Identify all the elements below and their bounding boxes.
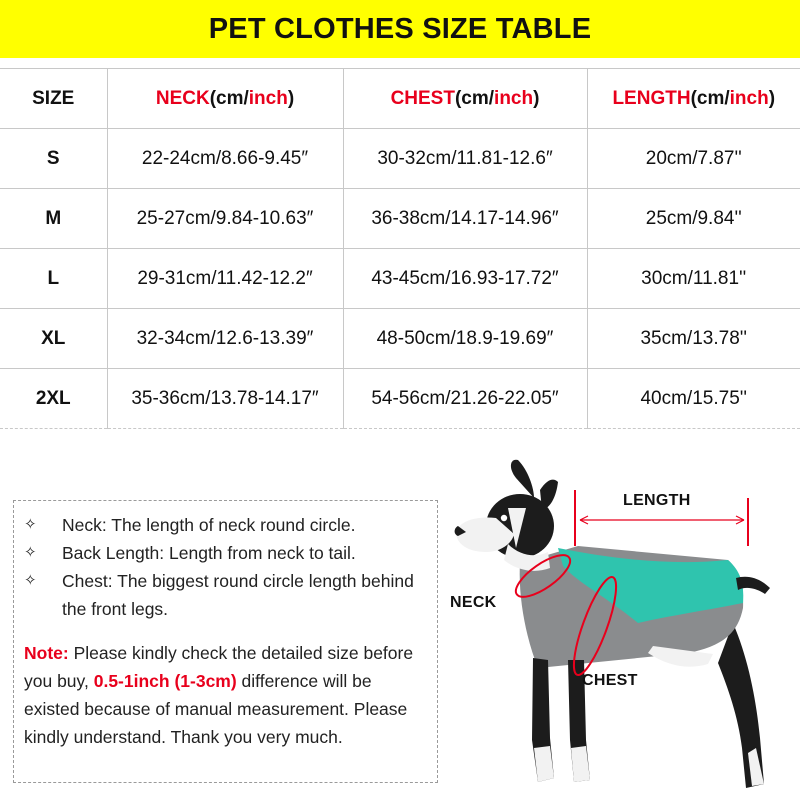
length-cell: 20cm/7.87'' <box>587 129 800 189</box>
neck-cell: 22-24cm/8.66-9.45″ <box>107 129 343 189</box>
size-cell: XL <box>0 309 107 369</box>
size-cell: M <box>0 189 107 249</box>
header-length: LENGTH(cm/inch) <box>587 69 800 129</box>
table-row <box>0 129 800 189</box>
note-item-neck: ✧ Neck: The length of neck round circle. <box>24 511 437 539</box>
four-pointed-star-icon: ✧ <box>24 572 37 589</box>
table-row <box>0 249 800 309</box>
neck-cell: 35-36cm/13.78-14.17″ <box>107 369 343 429</box>
size-cell: 2XL <box>0 369 107 429</box>
note-item-back-length: ✧ Back Length: Length from neck to tail. <box>24 539 437 567</box>
page-title: PET CLOTHES SIZE TABLE <box>208 12 592 45</box>
chest-label: CHEST <box>582 672 638 689</box>
neck-cell: 29-31cm/11.42-12.2″ <box>107 249 343 309</box>
note-item-chest: ✧ Chest: The biggest round circle length behind the front legs. <box>24 567 437 623</box>
four-pointed-star-icon: ✧ <box>24 516 37 533</box>
header-neck: NECK(cm/inch) <box>107 69 343 129</box>
chest-cell: 36-38cm/14.17-14.96″ <box>343 189 587 249</box>
length-cell: 35cm/13.78'' <box>587 309 800 369</box>
length-cell: 40cm/15.75'' <box>587 369 800 429</box>
size-note: Note: Please kindly check the detailed size before you buy, 0.5-1inch (1-3cm) difference will be existed because of manual measurement. Please kindly understand. Thank you very much. <box>24 643 414 747</box>
title-banner <box>0 0 800 58</box>
header-size: SIZE <box>0 69 107 129</box>
header-chest: CHEST(cm/inch) <box>343 69 587 129</box>
chest-cell: 48-50cm/18.9-19.69″ <box>343 309 587 369</box>
four-pointed-star-icon: ✧ <box>24 544 37 561</box>
size-table <box>0 68 800 429</box>
size-cell: L <box>0 249 107 309</box>
table-row <box>0 189 800 249</box>
table-row <box>0 369 800 429</box>
measurement-notes <box>13 500 438 783</box>
dog-measurement-diagram <box>438 448 800 800</box>
chest-cell: 43-45cm/16.93-17.72″ <box>343 249 587 309</box>
neck-cell: 32-34cm/12.6-13.39″ <box>107 309 343 369</box>
length-cell: 30cm/11.81'' <box>587 249 800 309</box>
chest-cell: 54-56cm/21.26-22.05″ <box>343 369 587 429</box>
length-label: LENGTH <box>623 492 691 509</box>
chest-cell: 30-32cm/11.81-12.6″ <box>343 129 587 189</box>
neck-cell: 25-27cm/9.84-10.63″ <box>107 189 343 249</box>
table-row <box>0 309 800 369</box>
neck-label: NECK <box>450 594 497 611</box>
dog-illustration <box>438 448 800 800</box>
size-cell: S <box>0 129 107 189</box>
table-header-row <box>0 69 800 129</box>
length-cell: 25cm/9.84'' <box>587 189 800 249</box>
